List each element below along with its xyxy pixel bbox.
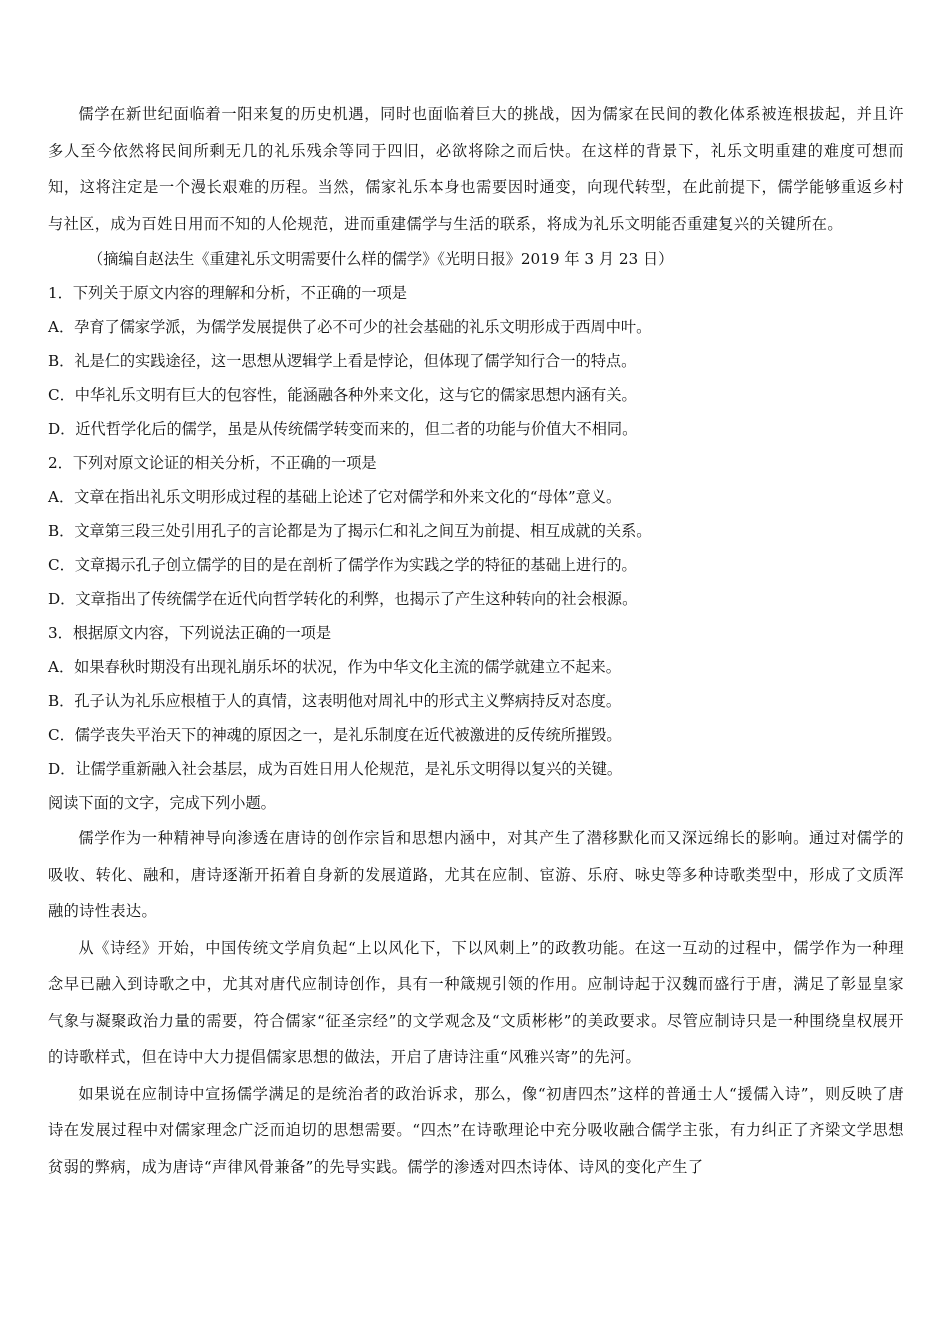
question-1 xyxy=(48,276,904,446)
question-stem: 3．根据原文内容，下列说法正确的一项是 xyxy=(48,624,332,642)
passage1-source-citation: （摘编自赵法生《重建礼乐文明需要什么样的儒学》《光明日报》2019 年 3 月 23 日） xyxy=(88,250,674,268)
option-b: B．孔子认为礼乐应根植于人的真情，这表明他对周礼中的形式主义弊病持反对态度。 xyxy=(48,692,622,710)
passage2 xyxy=(48,820,904,1185)
option-a: A．文章在指出礼乐文明形成过程的基础上论述了它对儒学和外来文化的“母体”意义。 xyxy=(48,488,622,506)
question-2 xyxy=(48,446,904,616)
passage2-paragraph-3: 如果说在应制诗中宣扬儒学满足的是统治者的政治诉求，那么，像“初唐四杰”这样的普通士人“援儒入诗”，则反映了唐诗在发展过程中对儒家理念广泛而迫切的思想需要。“四杰”在诗歌理论中充分吸收融合儒学主张，有力纠正了齐梁文学思想贫弱的弊病，成为唐诗“声律风骨兼备”的先导实践。儒学的渗透对四杰诗体、诗风的变化产生了 xyxy=(48,1084,904,1176)
option-d: D．文章指出了传统儒学在近代向哲学转化的利弊，也揭示了产生这种转向的社会根源。 xyxy=(48,590,638,608)
passage1-closing-paragraph: 儒学在新世纪面临着一阳来复的历史机遇，同时也面临着巨大的挑战，因为儒家在民间的教化体系被连根拔起，并且许多人至今依然将民间所剩无几的礼乐残余等同于四旧，必欲将除之而后快。在这样的背景下，礼乐文明重建的难度可想而知，这将注定是一个漫长艰难的历程。当然，儒家礼乐本身也需要因时通变，向现代转型，在此前提下，儒学能够重返乡村与社区，成为百姓日用而不知的人伦规范，进而重建儒学与生活的联系，将成为礼乐文明能否重建复兴的关键所在。 xyxy=(48,105,904,233)
option-a: A．如果春秋时期没有出现礼崩乐坏的状况，作为中华文化主流的儒学就建立不起来。 xyxy=(48,658,621,676)
option-b: B．礼是仁的实践途径，这一思想从逻辑学上看是悖论，但体现了儒学知行合一的特点。 xyxy=(48,352,637,370)
option-d: D．近代哲学化后的儒学，虽是从传统儒学转变而来的，但二者的功能与价值大不相同。 xyxy=(48,420,638,438)
document-page xyxy=(48,96,904,1185)
option-a: A．孕育了儒家学派，为儒学发展提供了必不可少的社会基础的礼乐文明形成于西周中叶。 xyxy=(48,318,652,336)
option-c: C．儒学丧失平治天下的神魂的原因之一，是礼乐制度在近代被激进的反传统所摧毁。 xyxy=(48,726,622,744)
question-3 xyxy=(48,616,904,786)
reading-instruction: 阅读下面的文字，完成下列小题。 xyxy=(48,794,276,812)
option-d: D．让儒学重新融入社会基层，成为百姓日用人伦规范，是礼乐文明得以复兴的关键。 xyxy=(48,760,623,778)
option-c: C．中华礼乐文明有巨大的包容性，能涵融各种外来文化，这与它的儒家思想内涵有关。 xyxy=(48,386,637,404)
option-b: B．文章第三段三处引用孔子的言论都是为了揭示仁和礼之间互为前提、相互成就的关系。 xyxy=(48,522,652,540)
question-stem: 2．下列对原文论证的相关分析，不正确的一项是 xyxy=(48,454,377,472)
question-stem: 1．下列关于原文内容的理解和分析，不正确的一项是 xyxy=(48,284,407,302)
passage2-paragraph-2: 从《诗经》开始，中国传统文学肩负起“上以风化下，下以风刺上”的政教功能。在这一互动的过程中，儒学作为一种理念早已融入到诗歌之中，尤其对唐代应制诗创作，具有一种箴规引领的作用。应制诗起于汉魏而盛行于唐，满足了彰显皇家气象与凝聚政治力量的需要，符合儒家“征圣宗经”的文学观念及“文质彬彬”的美政要求。尽管应制诗只是一种围绕皇权展开的诗歌样式，但在诗中大力提倡儒家思想的做法，开启了唐诗注重“风雅兴寄”的先河。 xyxy=(48,938,904,1066)
option-c: C．文章揭示孔子创立儒学的目的是在剖析了儒学作为实践之学的特征的基础上进行的。 xyxy=(48,556,637,574)
passage2-paragraph-1: 儒学作为一种精神导向渗透在唐诗的创作宗旨和思想内涵中，对其产生了潜移默化而又深远绵长的影响。通过对儒学的吸收、转化、融和，唐诗逐渐开拓着自身新的发展道路，尤其在应制、宦游、乐府、咏史等多种诗歌类型中，形成了文质浑融的诗性表达。 xyxy=(48,829,904,920)
